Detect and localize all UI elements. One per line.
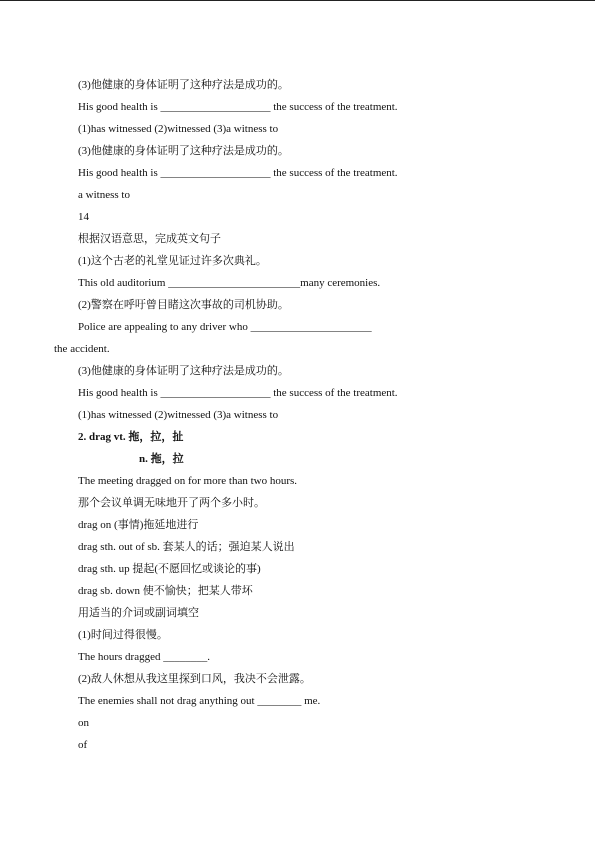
text-line: (1)时间过得很慢。	[78, 629, 168, 641]
example-translation: 那个会议单调无味地开了两个多小时。	[78, 497, 265, 509]
exercise-heading: 用适当的介词或副词填空	[78, 607, 199, 619]
exercise-heading: 根据汉语意思，完成英文句子	[78, 233, 221, 245]
vocab-subheading: n. 拖，拉	[139, 453, 184, 465]
text-line: The enemies shall not drag anything out ________ me.	[78, 695, 321, 707]
text-line: (3)他健康的身体证明了这种疗法是成功的。	[78, 145, 289, 157]
text-line: (2)敌人休想从我这里探到口风，我决不会泄露。	[78, 673, 311, 685]
text-line: His good health is ____________________ the success of the treatment.	[78, 101, 398, 113]
phrase-item: drag sb. down 使不愉快；把某人带坏	[78, 585, 253, 597]
page-top-border	[0, 0, 595, 1]
phrase-item: drag on (事情)拖延地进行	[78, 519, 199, 531]
text-line: (3)他健康的身体证明了这种疗法是成功的。	[78, 365, 289, 377]
text-line: This old auditorium ________________________many ceremonies.	[78, 277, 381, 289]
text-line: (1)has witnessed (2)witnessed (3)a witness to	[78, 123, 279, 135]
section-number: 14	[78, 211, 89, 223]
text-line: The hours dragged ________.	[78, 651, 210, 663]
text-line: (2)警察在呼吁曾目睹这次事故的司机协助。	[78, 299, 289, 311]
text-line: Police are appealing to any driver who ______________________	[78, 321, 372, 333]
vocab-heading: 2. drag vt. 拖，拉，扯	[78, 431, 184, 443]
example-sentence: The meeting dragged on for more than two hours.	[78, 475, 298, 487]
answer-line: on	[78, 717, 89, 729]
phrase-item: drag sth. out of sb. 套某人的话；强迫某人说出	[78, 541, 295, 553]
text-line: (3)他健康的身体证明了这种疗法是成功的。	[78, 79, 289, 91]
phrase-item: drag sth. up 提起(不愿回忆或谈论的事)	[78, 563, 261, 575]
answer-line: a witness to	[78, 189, 130, 201]
text-line: (1)这个古老的礼堂见证过许多次典礼。	[78, 255, 267, 267]
text-line: the accident.	[54, 343, 110, 355]
text-line: His good health is ____________________ the success of the treatment.	[78, 167, 398, 179]
answer-line: of	[78, 739, 88, 751]
text-line: His good health is ____________________ the success of the treatment.	[78, 387, 398, 399]
answer-line: (1)has witnessed (2)witnessed (3)a witness to	[78, 409, 279, 421]
